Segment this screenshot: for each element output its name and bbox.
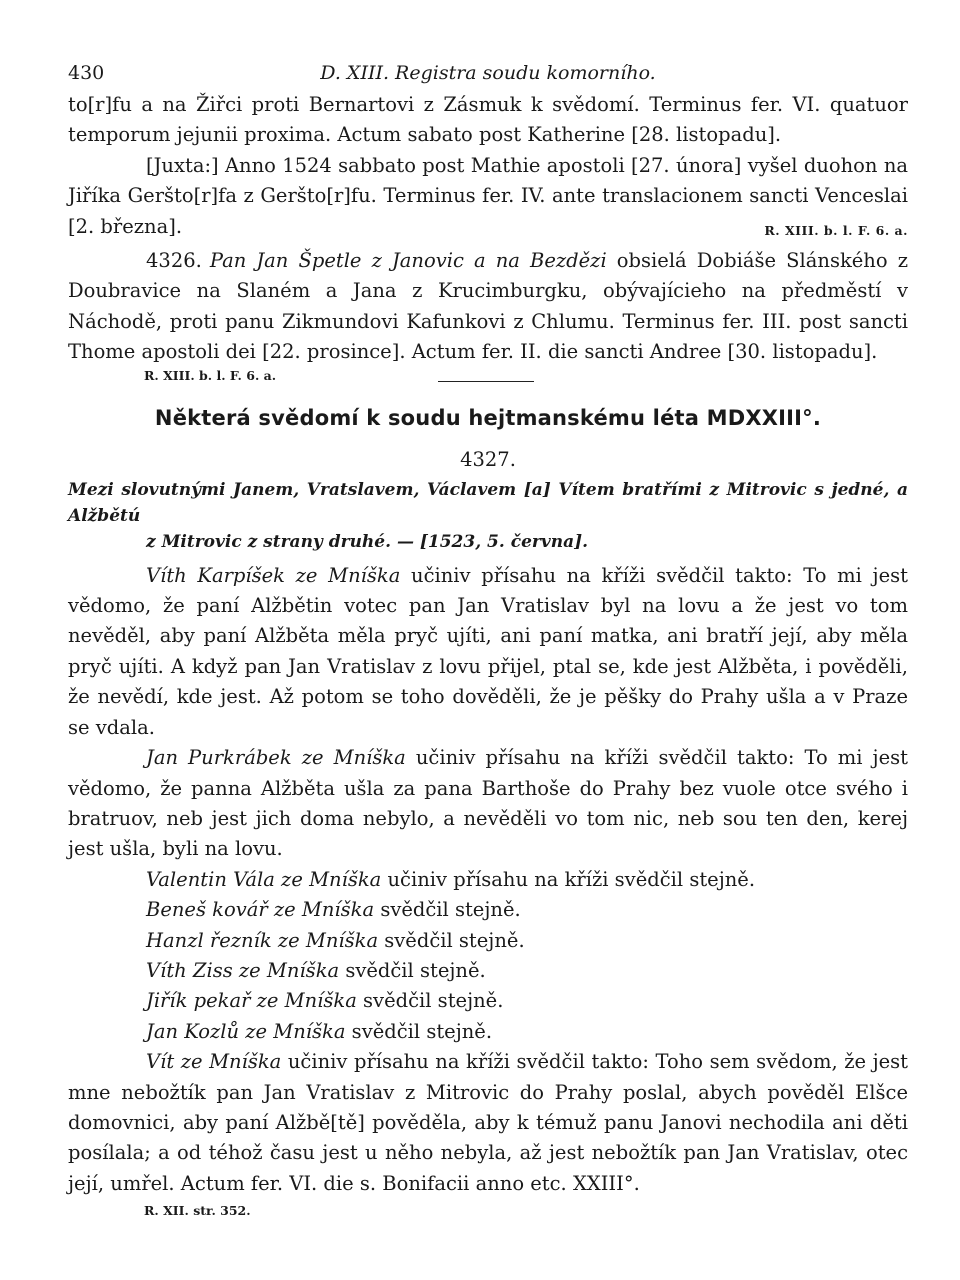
testimony-text: svědčil stejně. xyxy=(345,1019,493,1043)
testimony xyxy=(68,743,908,865)
testimony-text: učiniv přísahu na kříži svědčil stejně. xyxy=(381,867,756,891)
entry-number: 4326. xyxy=(146,249,202,273)
page-header xyxy=(68,62,908,90)
summary-line-2: z Mitrovic z strany druhé. — [1523, 5. června]. xyxy=(146,531,589,552)
entry-4326 xyxy=(68,246,908,368)
witness-name: Jiřík pekař ze Mníška xyxy=(146,989,357,1013)
witness-name: Beneš kovář ze Mníška xyxy=(146,898,375,922)
archive-reference: R. XII. str. 352. xyxy=(144,1203,251,1219)
juxta-text: [Juxta:] Anno 1524 sabbato post Mathie apostoli [27. února] vyšel duohon na Jiříka Geršto[r]fa z Geršto[r]fu. Terminus fer. IV. ante translacionem sancti Venceslai [2. března]. xyxy=(68,153,908,238)
testimony xyxy=(68,895,908,925)
testimony xyxy=(68,1017,908,1047)
section-title: Některá svědomí k soudu hejtmanskému léta MDXXIII°. xyxy=(154,405,822,430)
witness-name: Valentin Vála ze Mníška xyxy=(146,867,382,891)
testimony xyxy=(68,926,908,956)
entry-person: Pan Jan Špetle z Janovic a na Bezdězi xyxy=(209,249,607,273)
testimony xyxy=(68,865,908,895)
document-page xyxy=(68,62,908,1218)
entry-text: obsielá Dobiáše Slánského z Doubravice na Slaném a Jana z Krucimburgku, obývajícieho na předměstí v Náchodě, proti panu Zikmundovi Kafunkovi z Chlumu. Terminus fer. III. post sancti Thome apostoli dei [22. prosince]. Actum fer. II. die sancti Andree [30. listopadu]. xyxy=(68,249,908,364)
testimony-text: svědčil stejně. xyxy=(374,898,521,922)
testimony-text: učiniv přísahu na kříži svědčil takto: Toho sem svědom, že jest mne nebožtík pan Jan Vratislav z Mitrovic do Prahy poslal, abych pověděl Elšce domovnici, aby paní Alžbě[tě] pověděla, aby k témuž panu Janovi nechodila ani děti posílala; a od téhož času jest u něho nebyla, až jest nebožtík pan Jan Vratislav, otec její, umřel. Actum fer. VI. die s. Bonifacii anno etc. XXIII°. xyxy=(68,1050,909,1195)
page-number: 430 xyxy=(68,62,105,84)
testimony-text: učiniv přísahu na kříži svědčil takto: To mi jest vědomo, že panna Alžběta ušla za pana Barthoše do Prahy bez vuole otce svého i bratruov, neb jest jich doma nebylo, a nevěděli vo tom nic, neb sou ten den, kerej jest ušla, byli na lovu. xyxy=(68,746,908,861)
testimony xyxy=(68,956,908,986)
running-title: D. XIII. Registra soudu komorního. xyxy=(320,62,656,84)
archive-reference: R. XIII. b. l. F. 6. a. xyxy=(764,222,908,238)
paragraph-continuation: to[r]fu a na Žiřci proti Bernartovi z Zásmuk k svědomí. Terminus fer. VI. quatuor temporum jejunii proxima. Actum sabato post Katherine [28. listopadu]. xyxy=(68,93,908,147)
archive-reference: R. XIII. b. l. F. 6. a. xyxy=(144,367,277,383)
testimony-text: svědčil stejně. xyxy=(378,928,525,952)
testimony xyxy=(68,561,908,743)
witness-name: Víth Karpíšek ze Mníška xyxy=(146,563,401,587)
testimony xyxy=(68,1047,908,1199)
entry-number-4327: 4327. xyxy=(460,447,516,471)
section-divider xyxy=(438,381,534,382)
witness-name: Hanzl řezník ze Mníška xyxy=(146,928,379,952)
testimony-text: učiniv přísahu na kříži svědčil takto: To mi jest vědomo, že paní Alžbětin votec pan Jan Vratislav byl na lovu a že jest vo tom nevěděl, aby paní Alžběta měla pryč ujíti, ani paní matka, ani bratří její, aby měla pryč ujíti. A když pan Jan Vratislav z lovu přijel, ptal se, kde jest Alžběta, i pověděli, že nevědí, kde jest. Až potom se toho dověděli, že je pěšky do Prahy ušla a v Praze se vdala. xyxy=(68,563,908,739)
summary-line-1: Mezi slovutnými Janem, Vratslavem, Václavem [a] Vítem bratřími z Mitrovic s jedné, a Alžbětú xyxy=(68,479,908,526)
testimony-text: svědčil stejně. xyxy=(339,958,486,982)
witness-name: Vít ze Mníška xyxy=(146,1050,282,1074)
paragraph-juxta xyxy=(68,151,908,242)
entry-summary xyxy=(68,477,908,555)
testimony xyxy=(68,986,908,1016)
testimony-text: svědčil stejně. xyxy=(356,989,504,1013)
witness-name: Jan Kozlů ze Mníška xyxy=(146,1019,346,1043)
witness-name: Jan Purkrábek ze Mníška xyxy=(146,746,406,770)
witness-name: Víth Ziss ze Mníška xyxy=(146,958,340,982)
